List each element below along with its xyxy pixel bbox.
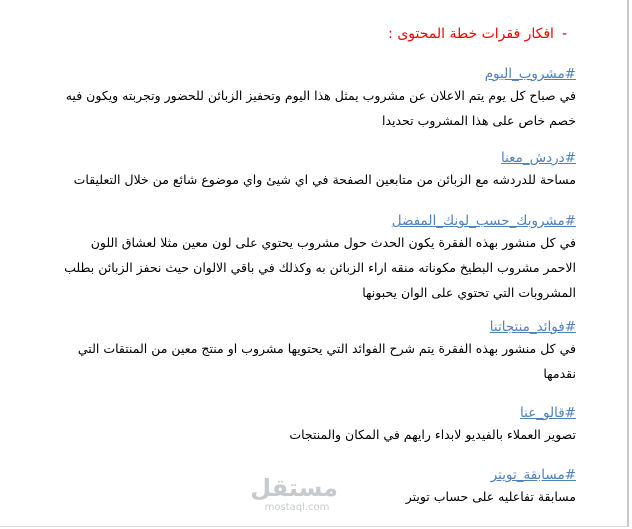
watermark xyxy=(250,474,338,522)
idea-description: مساحة للدردشه مع الزبائن من متابعين الصفحة في اي شيئ واي موضوع شائع من خلال التعليقات xyxy=(73,172,576,187)
content-idea-2 xyxy=(56,149,576,192)
idea-description: في صباح كل يوم يتم الاعلان عن مشروب يمثل هذا اليوم وتحفيز الزبائن للحضور وتجربته ويكون فيه خصم خاص على هذا المشروب تحديدا xyxy=(65,88,576,128)
idea-description: تصوير العملاء بالفيديو لابداء رايهم في المكان والمنتجات xyxy=(289,427,576,442)
content-idea-5 xyxy=(56,404,576,447)
hashtag-drink-of-the-day: #مشروب_اليوم xyxy=(484,66,576,82)
idea-description: في كل منشور بهذه الفقرة يكون الحدث حول مشروب يحتوي على لون معين مثلا لعشاق اللون الاحمر مشروب البطيخ مكوناته منقه اراء الزبائن به وكذلك في باقي الالوان حيث نحفز الزبائن بطلب المشروبات التي تحتوي على الوان يحبونها xyxy=(64,235,576,300)
content-idea-3 xyxy=(56,212,576,305)
section-heading xyxy=(388,26,567,42)
hashtag-product-benefits: #فوائد_منتجاتنا xyxy=(489,319,576,335)
hashtag-twitter-contest: #مسابقة_تويتر xyxy=(490,467,576,483)
watermark-site: mostaql.com xyxy=(264,502,330,513)
heading-title: افكار فقرات خطة المحتوى : xyxy=(388,26,554,42)
hashtag-they-said-about-us: #قالو_عنا xyxy=(520,405,576,421)
hashtag-drink-by-color: #مشروبك_حسب_لونك_المفضل xyxy=(391,213,576,229)
watermark-logo: مستقل xyxy=(250,474,338,502)
content-idea-1 xyxy=(56,65,576,133)
hashtag-chat-with-us: #دردش_معنا xyxy=(500,150,576,166)
heading-bullet: - xyxy=(561,26,567,42)
idea-description: مسابقة تفاعليه على حساب تويتر xyxy=(405,489,576,504)
idea-description: في كل منشور بهذه الفقرة يتم شرح الفوائد التي يحتويها مشروب او منتج معين من المنتقات التي نقدمها xyxy=(77,341,576,381)
content-idea-4 xyxy=(56,318,576,386)
